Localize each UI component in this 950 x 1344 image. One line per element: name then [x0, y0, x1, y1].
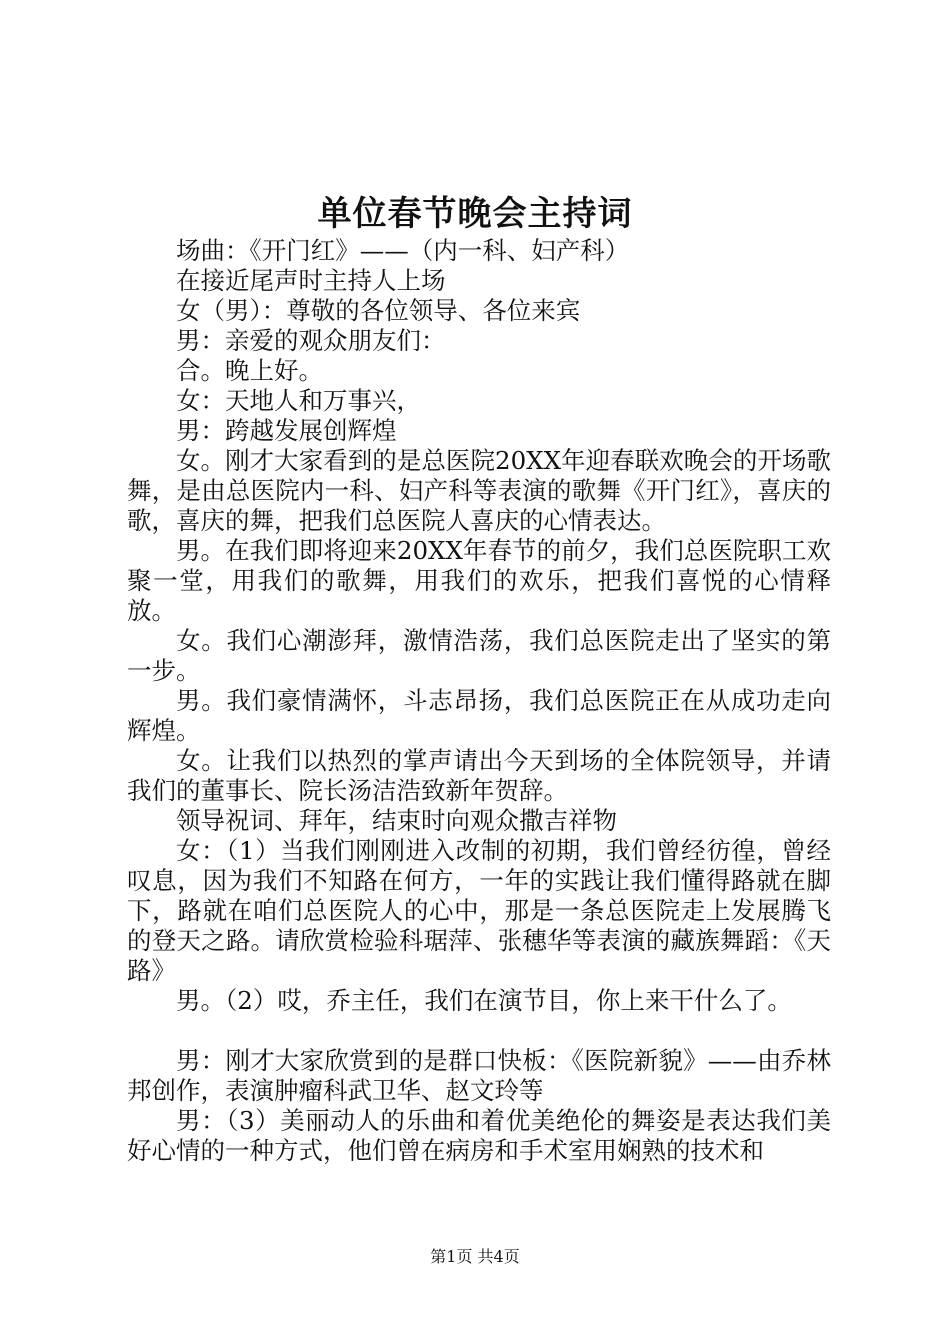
paragraph: 男。在我们即将迎来20XX年春节的前夕，我们总医院职工欢聚一堂，用我们的歌舞，用我们的欢乐，把我们喜悦的心情释放。: [127, 536, 831, 625]
page-footer: 第1页 共4页: [430, 1247, 520, 1266]
paragraph: 女。我们心潮澎拜，激情浩荡，我们总医院走出了坚实的第一步。: [127, 626, 831, 685]
blank-line: [127, 1016, 831, 1046]
paragraph: 领导祝词、拜年，结束时向观众撒吉祥物: [176, 806, 617, 835]
paragraph: 男。我们豪情满怀，斗志昂扬，我们总医院正在从成功走向辉煌。: [127, 686, 831, 745]
paragraph: 男：（3）美丽动人的乐曲和着优美绝伦的舞姿是表达我们美好心情的一种方式，他们曾在病房和手术室用娴熟的技术和: [127, 1106, 831, 1165]
paragraph: 男：刚才大家欣赏到的是群口快板：《医院新貌》——由乔林邦创作，表演肿瘤科武卫华、赵文玲等: [127, 1046, 831, 1105]
paragraph: 女。刚才大家看到的是总医院20XX年迎春联欢晚会的开场歌舞，是由总医院内一科、妇产科等表演的歌舞《开门红》，喜庆的歌，喜庆的舞，把我们总医院人喜庆的心情表达。: [127, 446, 831, 535]
paragraph: 男：跨越发展创辉煌: [176, 416, 397, 445]
paragraph: 男。（2）哎，乔主任，我们在演节目，你上来干什么了。: [176, 986, 792, 1015]
paragraph: 女。让我们以热烈的掌声请出今天到场的全体院领导，并请我们的董事长、院长汤洁浩致新年贺辞。: [127, 746, 831, 805]
document-body: [127, 236, 831, 1166]
document-title: 单位春节晚会主持词: [317, 194, 633, 234]
paragraph: 在接近尾声时主持人上场: [176, 266, 446, 295]
paragraph: 场曲：《开门红》——（内一科、妇产科）: [176, 236, 630, 265]
paragraph: 女：天地人和万事兴，: [176, 386, 421, 415]
paragraph: 合。晚上好。: [176, 356, 323, 385]
paragraph: 女：（1）当我们刚刚进入改制的初期，我们曾经彷徨，曾经叹息，因为我们不知路在何方，一年的实践让我们懂得路就在脚下，路就在咱们总医院人的心中，那是一条总医院走上发展腾飞的登天之路。请欣赏检验科琚萍、张穗华等表演的藏族舞蹈：《天路》: [127, 836, 831, 985]
paragraph: 男：亲爱的观众朋友们：: [176, 326, 446, 355]
paragraph: 女（男）：尊敬的各位领导、各位来宾: [176, 296, 581, 325]
